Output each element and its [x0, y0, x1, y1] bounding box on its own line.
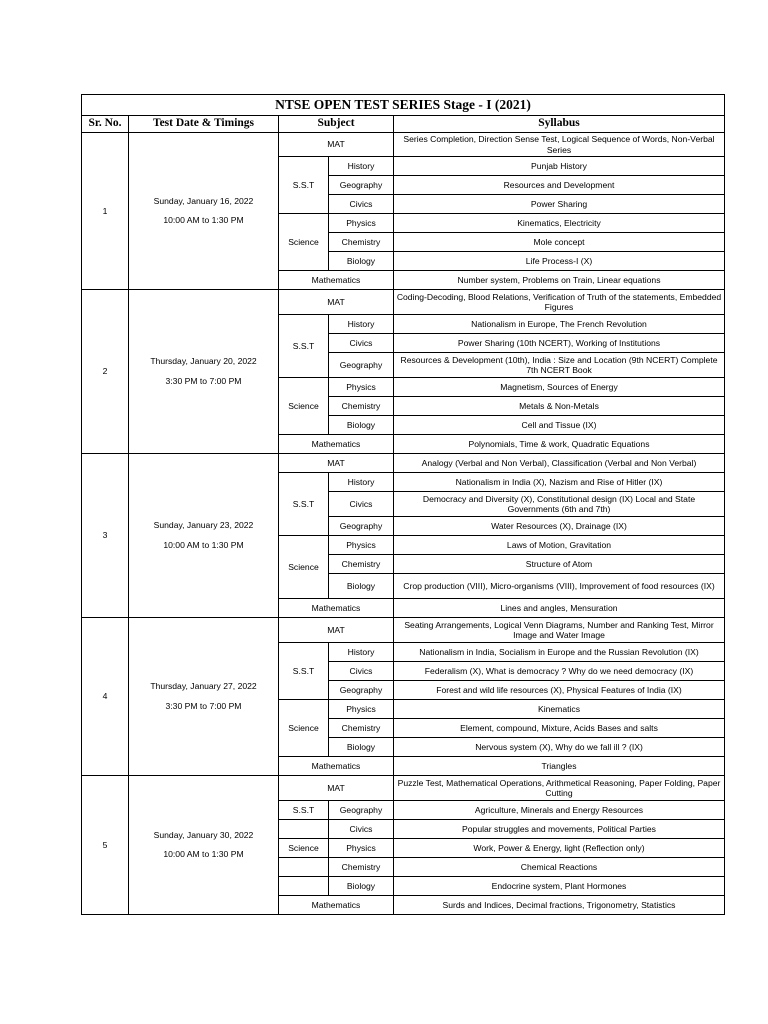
- page-title: NTSE OPEN TEST SERIES Stage - I (2021): [82, 95, 725, 116]
- test-time: 3:30 PM to 7:00 PM: [165, 700, 242, 711]
- subject-cell: History: [329, 473, 394, 492]
- test-date: Sunday, January 23, 2022: [153, 520, 254, 531]
- subject-group-cell: S.S.T: [279, 643, 329, 700]
- subject-group-cell: Mathematics: [279, 271, 394, 290]
- test-time: 10:00 AM to 1:30 PM: [163, 215, 244, 225]
- header-syllabus: Syllabus: [394, 116, 725, 133]
- sr-no-cell: 5: [82, 776, 129, 915]
- syllabus-cell: Popular struggles and movements, Political Parties: [394, 820, 725, 839]
- test-date: Sunday, January 16, 2022: [153, 195, 254, 206]
- syllabus-cell: Power Sharing: [394, 195, 725, 214]
- test-date: Thursday, January 20, 2022: [150, 356, 257, 367]
- subject-cell: Physics: [329, 839, 394, 858]
- syllabus-cell: Analogy (Verbal and Non Verbal), Classification (Verbal and Non Verbal): [394, 454, 725, 473]
- syllabus-cell: Resources and Development: [394, 176, 725, 195]
- subject-cell: Biology: [329, 574, 394, 599]
- subject-cell: Physics: [329, 214, 394, 233]
- subject-cell: Geography: [329, 681, 394, 700]
- subject-group-cell: MAT: [279, 454, 394, 473]
- subject-cell: Geography: [329, 176, 394, 195]
- subject-group-cell: S.S.T: [279, 473, 329, 536]
- subject-group-cell: Mathematics: [279, 757, 394, 776]
- syllabus-cell: Triangles: [394, 757, 725, 776]
- subject-group-cell: Science: [279, 536, 329, 599]
- test-date: Sunday, January 30, 2022: [153, 829, 254, 840]
- subject-group-cell: Mathematics: [279, 435, 394, 454]
- syllabus-cell: Nationalism in India (X), Nazism and Rise of Hitler (IX): [394, 473, 725, 492]
- syllabus-cell: Element, compound, Mixture, Acids Bases and salts: [394, 719, 725, 738]
- subject-cell: Geography: [329, 517, 394, 536]
- subject-cell: Chemistry: [329, 858, 394, 877]
- syllabus-cell: Series Completion, Direction Sense Test, Logical Sequence of Words, Non-Verbal Series: [394, 133, 725, 157]
- syllabus-cell: Lines and angles, Mensuration: [394, 599, 725, 618]
- syllabus-cell: Structure of Atom: [394, 555, 725, 574]
- subject-group-cell: [279, 858, 329, 877]
- sr-no-cell: 1: [82, 133, 129, 290]
- subject-group-cell: [279, 820, 329, 839]
- subject-group-cell: MAT: [279, 776, 394, 801]
- test-time: 10:00 AM to 1:30 PM: [163, 539, 244, 550]
- subject-cell: Physics: [329, 536, 394, 555]
- syllabus-cell: Kinematics, Electricity: [394, 214, 725, 233]
- syllabus-cell: Work, Power & Energy, light (Reflection only): [394, 839, 725, 858]
- subject-cell: Geography: [329, 801, 394, 820]
- subject-cell: History: [329, 157, 394, 176]
- subject-group-cell: Mathematics: [279, 599, 394, 618]
- syllabus-cell: Polynomials, Time & work, Quadratic Equations: [394, 435, 725, 454]
- syllabus-cell: Nationalism in Europe, The French Revolution: [394, 315, 725, 334]
- syllabus-cell: Crop production (VIII), Micro-organisms (VIII), Improvement of food resources (IX): [394, 574, 725, 599]
- subject-cell: Chemistry: [329, 233, 394, 252]
- subject-group-cell: Mathematics: [279, 896, 394, 915]
- syllabus-cell: Mole concept: [394, 233, 725, 252]
- subject-cell: Chemistry: [329, 719, 394, 738]
- syllabus-cell: Laws of Motion, Gravitation: [394, 536, 725, 555]
- subject-cell: Civics: [329, 662, 394, 681]
- subject-cell: Civics: [329, 195, 394, 214]
- subject-cell: History: [329, 315, 394, 334]
- subject-group-cell: Science: [279, 378, 329, 435]
- syllabus-cell: Kinematics: [394, 700, 725, 719]
- test-time: 3:30 PM to 7:00 PM: [165, 375, 242, 386]
- subject-cell: Chemistry: [329, 397, 394, 416]
- syllabus-cell: Power Sharing (10th NCERT), Working of Institutions: [394, 334, 725, 353]
- syllabus-cell: Cell and Tissue (IX): [394, 416, 725, 435]
- syllabus-cell: Water Resources (X), Drainage (IX): [394, 517, 725, 536]
- subject-group-cell: S.S.T: [279, 801, 329, 820]
- subject-cell: Civics: [329, 820, 394, 839]
- syllabus-cell: Punjab History: [394, 157, 725, 176]
- syllabus-cell: Federalism (X), What is democracy ? Why do we need democracy (IX): [394, 662, 725, 681]
- test-date: Thursday, January 27, 2022: [150, 681, 257, 692]
- subject-cell: Geography: [329, 353, 394, 378]
- subject-group-cell: [279, 877, 329, 896]
- subject-group-cell: MAT: [279, 290, 394, 315]
- date-time-cell: [129, 618, 279, 776]
- subject-cell: Civics: [329, 492, 394, 517]
- syllabus-cell: Resources & Development (10th), India : Size and Location (9th NCERT) Complete 7th NCERT Book: [394, 353, 725, 378]
- header-sr-no: Sr. No.: [82, 116, 129, 133]
- subject-cell: Physics: [329, 700, 394, 719]
- syllabus-cell: Nationalism in India, Socialism in Europe and the Russian Revolution (IX): [394, 643, 725, 662]
- syllabus-cell: Number system, Problems on Train, Linear equations: [394, 271, 725, 290]
- subject-cell: Biology: [329, 738, 394, 757]
- syllabus-cell: Agriculture, Minerals and Energy Resources: [394, 801, 725, 820]
- subject-group-cell: MAT: [279, 618, 394, 643]
- subject-cell: Civics: [329, 334, 394, 353]
- subject-group-cell: Science: [279, 839, 329, 858]
- syllabus-cell: Seating Arrangements, Logical Venn Diagrams, Number and Ranking Test, Mirror Image and Water Image: [394, 618, 725, 643]
- syllabus-cell: Coding-Decoding, Blood Relations, Verification of Truth of the statements, Embedded Figures: [394, 290, 725, 315]
- date-time-cell: [129, 133, 279, 290]
- syllabus-cell: Metals & Non-Metals: [394, 397, 725, 416]
- syllabus-cell: Nervous system (X), Why do we fall ill ? (IX): [394, 738, 725, 757]
- subject-group-cell: S.S.T: [279, 315, 329, 378]
- date-time-cell: [129, 454, 279, 618]
- subject-cell: Biology: [329, 416, 394, 435]
- subject-group-cell: MAT: [279, 133, 394, 157]
- test-time: 10:00 AM to 1:30 PM: [163, 849, 244, 859]
- syllabus-cell: Democracy and Diversity (X), Constitutional design (IX) Local and State Governments (6th and 7th): [394, 492, 725, 517]
- subject-group-cell: S.S.T: [279, 157, 329, 214]
- test-schedule-table: [81, 94, 725, 915]
- syllabus-cell: Chemical Reactions: [394, 858, 725, 877]
- syllabus-cell: Life Process-I (X): [394, 252, 725, 271]
- subject-cell: Chemistry: [329, 555, 394, 574]
- subject-cell: Physics: [329, 378, 394, 397]
- subject-cell: History: [329, 643, 394, 662]
- sr-no-cell: 4: [82, 618, 129, 776]
- subject-group-cell: Science: [279, 700, 329, 757]
- subject-group-cell: Science: [279, 214, 329, 271]
- syllabus-cell: Magnetism, Sources of Energy: [394, 378, 725, 397]
- header-date-timings: Test Date & Timings: [129, 116, 279, 133]
- date-time-cell: [129, 776, 279, 915]
- subject-cell: Biology: [329, 252, 394, 271]
- syllabus-cell: Surds and Indices, Decimal fractions, Trigonometry, Statistics: [394, 896, 725, 915]
- syllabus-cell: Forest and wild life resources (X), Physical Features of India (IX): [394, 681, 725, 700]
- subject-cell: Biology: [329, 877, 394, 896]
- date-time-cell: [129, 290, 279, 454]
- sr-no-cell: 3: [82, 454, 129, 618]
- sr-no-cell: 2: [82, 290, 129, 454]
- syllabus-cell: Endocrine system, Plant Hormones: [394, 877, 725, 896]
- syllabus-cell: Puzzle Test, Mathematical Operations, Arithmetical Reasoning, Paper Folding, Paper Cutting: [394, 776, 725, 801]
- header-subject: Subject: [279, 116, 394, 133]
